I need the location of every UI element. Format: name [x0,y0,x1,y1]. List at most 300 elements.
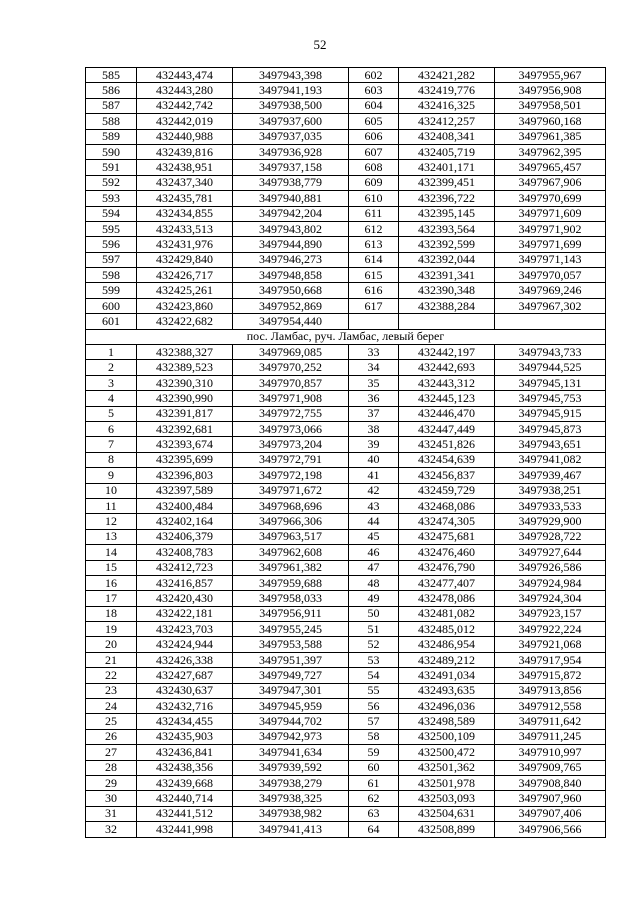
point-number-cell: 43 [349,498,399,513]
y-coordinate-cell: 3497959,688 [233,575,349,590]
point-number-cell: 52 [349,637,399,652]
y-coordinate-cell: 3497923,157 [495,606,606,621]
x-coordinate-cell: 432474,305 [399,514,495,529]
point-number-cell: 2 [86,360,137,375]
point-number-cell: 42 [349,483,399,498]
y-coordinate-cell: 3497945,753 [495,391,606,406]
y-coordinate-cell: 3497965,457 [495,160,606,175]
y-coordinate-cell: 3497967,302 [495,298,606,313]
point-number-cell: 31 [86,806,137,821]
x-coordinate-cell: 432501,362 [399,760,495,775]
point-number-cell: 13 [86,529,137,544]
x-coordinate-cell: 432503,093 [399,791,495,806]
point-number-cell: 7 [86,437,137,452]
y-coordinate-cell: 3497945,959 [233,699,349,714]
y-coordinate-cell: 3497972,755 [233,406,349,421]
table-row [86,283,606,298]
y-coordinate-cell: 3497939,467 [495,468,606,483]
point-number-cell: 36 [349,391,399,406]
x-coordinate-cell: 432459,729 [399,483,495,498]
point-number-cell: 45 [349,529,399,544]
table-row [86,314,606,329]
point-number-cell: 60 [349,760,399,775]
table-row [86,144,606,159]
x-coordinate-cell: 432441,998 [137,822,233,837]
x-coordinate-cell: 432401,171 [399,160,495,175]
table-row [86,360,606,375]
y-coordinate-cell: 3497944,702 [233,714,349,729]
table-row [86,791,606,806]
y-coordinate-cell: 3497921,068 [495,637,606,652]
x-coordinate-cell: 432496,036 [399,699,495,714]
point-number-cell: 34 [349,360,399,375]
x-coordinate-cell: 432477,407 [399,575,495,590]
point-number-cell: 1 [86,345,137,360]
x-coordinate-cell: 432481,082 [399,606,495,621]
x-coordinate-cell: 432430,637 [137,683,233,698]
table-row [86,406,606,421]
x-coordinate-cell: 432432,716 [137,699,233,714]
point-number-cell: 54 [349,668,399,683]
x-coordinate-cell: 432454,639 [399,452,495,467]
y-coordinate-cell: 3497912,558 [495,699,606,714]
point-number-cell: 18 [86,606,137,621]
x-coordinate-cell: 432423,703 [137,622,233,637]
point-number-cell: 3 [86,375,137,390]
x-coordinate-cell: 432390,348 [399,283,495,298]
point-number-cell: 606 [349,129,399,144]
y-coordinate-cell: 3497927,644 [495,545,606,560]
point-number-cell: 40 [349,452,399,467]
y-coordinate-cell: 3497971,609 [495,206,606,221]
coordinates-table-body [86,68,606,838]
x-coordinate-cell: 432435,903 [137,729,233,744]
point-number-cell: 9 [86,468,137,483]
y-coordinate-cell: 3497944,890 [233,237,349,252]
point-number-cell: 12 [86,514,137,529]
x-coordinate-cell: 432493,635 [399,683,495,698]
point-number-cell: 603 [349,83,399,98]
table-row [86,760,606,775]
point-number-cell: 604 [349,98,399,113]
y-coordinate-cell: 3497938,500 [233,98,349,113]
point-number-cell: 590 [86,144,137,159]
y-coordinate-cell: 3497936,928 [233,144,349,159]
point-number-cell: 61 [349,775,399,790]
point-number-cell: 17 [86,591,137,606]
y-coordinate-cell: 3497948,858 [233,268,349,283]
point-number-cell: 609 [349,175,399,190]
y-coordinate-cell: 3497955,967 [495,68,606,83]
table-row [86,575,606,590]
table-row [86,68,606,83]
table-row [86,345,606,360]
point-number-cell: 591 [86,160,137,175]
table-row [86,822,606,837]
x-coordinate-cell: 432395,145 [399,206,495,221]
table-row [86,421,606,436]
point-number-cell: 594 [86,206,137,221]
x-coordinate-cell: 432456,837 [399,468,495,483]
y-coordinate-cell: 3497969,085 [233,345,349,360]
point-number-cell: 596 [86,237,137,252]
x-coordinate-cell: 432443,312 [399,375,495,390]
y-coordinate-cell: 3497943,651 [495,437,606,452]
point-number-cell: 595 [86,221,137,236]
x-coordinate-cell: 432446,470 [399,406,495,421]
y-coordinate-cell: 3497973,204 [233,437,349,452]
table-row [86,745,606,760]
y-coordinate-cell: 3497937,600 [233,114,349,129]
y-coordinate-cell: 3497933,533 [495,498,606,513]
table-row [86,668,606,683]
x-coordinate-cell: 432434,855 [137,206,233,221]
y-coordinate-cell: 3497938,779 [233,175,349,190]
x-coordinate-cell: 432447,449 [399,421,495,436]
x-coordinate-cell: 432438,951 [137,160,233,175]
table-row [86,268,606,283]
point-number-cell: 47 [349,560,399,575]
x-coordinate-cell: 432391,817 [137,406,233,421]
x-coordinate-cell: 432419,776 [399,83,495,98]
y-coordinate-cell: 3497950,668 [233,283,349,298]
x-coordinate-cell: 432390,310 [137,375,233,390]
x-coordinate-cell: 432442,742 [137,98,233,113]
section-title: пос. Ламбас, руч. Ламбас, левый берег [86,329,606,344]
x-coordinate-cell: 432424,944 [137,637,233,652]
table-row [86,114,606,129]
y-coordinate-cell: 3497972,198 [233,468,349,483]
y-coordinate-cell: 3497961,382 [233,560,349,575]
x-coordinate-cell: 432395,699 [137,452,233,467]
y-coordinate-cell: 3497945,873 [495,421,606,436]
point-number-cell: 586 [86,83,137,98]
y-coordinate-cell: 3497937,035 [233,129,349,144]
table-row [86,483,606,498]
y-coordinate-cell: 3497928,722 [495,529,606,544]
x-coordinate-cell: 432402,164 [137,514,233,529]
x-coordinate-cell: 432429,840 [137,252,233,267]
table-row [86,729,606,744]
point-number-cell: 22 [86,668,137,683]
x-coordinate-cell: 432412,257 [399,114,495,129]
point-number-cell: 588 [86,114,137,129]
x-coordinate-cell: 432442,693 [399,360,495,375]
x-coordinate-cell: 432416,857 [137,575,233,590]
y-coordinate-cell: 3497954,440 [233,314,349,329]
point-number-cell: 49 [349,591,399,606]
point-number-cell: 19 [86,622,137,637]
y-coordinate-cell: 3497963,517 [233,529,349,544]
point-number-cell: 39 [349,437,399,452]
table-row [86,699,606,714]
x-coordinate-cell: 432423,860 [137,298,233,313]
y-coordinate-cell: 3497968,696 [233,498,349,513]
table-row [86,775,606,790]
table-row [86,452,606,467]
y-coordinate-cell: 3497937,158 [233,160,349,175]
y-coordinate-cell: 3497946,273 [233,252,349,267]
x-coordinate-cell: 432441,512 [137,806,233,821]
table-row [86,298,606,313]
point-number-cell: 28 [86,760,137,775]
x-coordinate-cell: 432393,564 [399,221,495,236]
section-row [86,329,606,344]
table-row [86,391,606,406]
x-coordinate-cell: 432478,086 [399,591,495,606]
x-coordinate-cell: 432491,034 [399,668,495,683]
y-coordinate-cell: 3497947,301 [233,683,349,698]
point-number-cell: 32 [86,822,137,837]
y-coordinate-cell: 3497939,592 [233,760,349,775]
y-coordinate-cell: 3497958,033 [233,591,349,606]
x-coordinate-cell: 432468,086 [399,498,495,513]
point-number-cell: 599 [86,283,137,298]
table-row [86,206,606,221]
y-coordinate-cell: 3497971,908 [233,391,349,406]
table-row [86,191,606,206]
y-coordinate-cell: 3497909,765 [495,760,606,775]
point-number-cell: 608 [349,160,399,175]
x-coordinate-cell: 432416,325 [399,98,495,113]
x-coordinate-cell: 432440,714 [137,791,233,806]
point-number-cell [349,314,399,329]
y-coordinate-cell: 3497945,915 [495,406,606,421]
x-coordinate-cell: 432475,681 [399,529,495,544]
x-coordinate-cell: 432508,899 [399,822,495,837]
y-coordinate-cell: 3497971,699 [495,237,606,252]
point-number-cell: 593 [86,191,137,206]
x-coordinate-cell: 432392,044 [399,252,495,267]
y-coordinate-cell: 3497943,802 [233,221,349,236]
y-coordinate-cell: 3497943,398 [233,68,349,83]
page-number: 52 [313,37,327,52]
x-coordinate-cell: 432396,803 [137,468,233,483]
point-number-cell: 6 [86,421,137,436]
table-row [86,622,606,637]
table-row [86,437,606,452]
y-coordinate-cell: 3497942,204 [233,206,349,221]
x-coordinate-cell: 432440,988 [137,129,233,144]
table-row [86,606,606,621]
point-number-cell: 11 [86,498,137,513]
y-coordinate-cell: 3497972,791 [233,452,349,467]
x-coordinate-cell: 432420,430 [137,591,233,606]
x-coordinate-cell: 432389,523 [137,360,233,375]
y-coordinate-cell: 3497971,143 [495,252,606,267]
y-coordinate-cell: 3497956,908 [495,83,606,98]
point-number-cell: 617 [349,298,399,313]
point-number-cell: 57 [349,714,399,729]
table-row [86,591,606,606]
x-coordinate-cell: 432390,990 [137,391,233,406]
table-row [86,545,606,560]
y-coordinate-cell: 3497971,902 [495,221,606,236]
y-coordinate-cell: 3497970,857 [233,375,349,390]
y-coordinate-cell: 3497922,224 [495,622,606,637]
point-number-cell: 30 [86,791,137,806]
point-number-cell: 610 [349,191,399,206]
table-row [86,514,606,529]
x-coordinate-cell: 432500,472 [399,745,495,760]
point-number-cell: 15 [86,560,137,575]
y-coordinate-cell: 3497945,131 [495,375,606,390]
y-coordinate-cell: 3497924,304 [495,591,606,606]
x-coordinate-cell: 432451,826 [399,437,495,452]
point-number-cell: 605 [349,114,399,129]
y-coordinate-cell: 3497915,872 [495,668,606,683]
table-row [86,221,606,236]
y-coordinate-cell: 3497970,057 [495,268,606,283]
y-coordinate-cell: 3497911,642 [495,714,606,729]
table-row [86,237,606,252]
y-coordinate-cell: 3497940,881 [233,191,349,206]
x-coordinate-cell: 432438,356 [137,760,233,775]
table-row [86,175,606,190]
point-number-cell: 598 [86,268,137,283]
point-number-cell: 607 [349,144,399,159]
table-row [86,806,606,821]
x-coordinate-cell: 432445,123 [399,391,495,406]
point-number-cell: 26 [86,729,137,744]
point-number-cell: 615 [349,268,399,283]
y-coordinate-cell: 3497938,982 [233,806,349,821]
point-number-cell: 24 [86,699,137,714]
x-coordinate-cell: 432443,280 [137,83,233,98]
y-coordinate-cell: 3497970,252 [233,360,349,375]
point-number-cell: 64 [349,822,399,837]
table-row [86,252,606,267]
y-coordinate-cell: 3497962,395 [495,144,606,159]
x-coordinate-cell: 432476,460 [399,545,495,560]
y-coordinate-cell: 3497941,082 [495,452,606,467]
x-coordinate-cell: 432439,816 [137,144,233,159]
y-coordinate-cell: 3497944,525 [495,360,606,375]
y-coordinate-cell: 3497941,193 [233,83,349,98]
point-number-cell: 27 [86,745,137,760]
point-number-cell: 613 [349,237,399,252]
x-coordinate-cell: 432391,341 [399,268,495,283]
x-coordinate-cell: 432400,484 [137,498,233,513]
y-coordinate-cell: 3497956,911 [233,606,349,621]
x-coordinate-cell: 432399,451 [399,175,495,190]
y-coordinate-cell: 3497907,960 [495,791,606,806]
point-number-cell: 601 [86,314,137,329]
y-coordinate-cell: 3497967,906 [495,175,606,190]
x-coordinate-cell: 432504,631 [399,806,495,821]
x-coordinate-cell: 432486,954 [399,637,495,652]
point-number-cell: 5 [86,406,137,421]
point-number-cell: 37 [349,406,399,421]
point-number-cell: 600 [86,298,137,313]
x-coordinate-cell: 432443,474 [137,68,233,83]
point-number-cell: 46 [349,545,399,560]
point-number-cell: 585 [86,68,137,83]
point-number-cell: 20 [86,637,137,652]
x-coordinate-cell: 432501,978 [399,775,495,790]
point-number-cell: 602 [349,68,399,83]
y-coordinate-cell: 3497961,385 [495,129,606,144]
point-number-cell: 16 [86,575,137,590]
y-coordinate-cell: 3497938,325 [233,791,349,806]
point-number-cell: 33 [349,345,399,360]
y-coordinate-cell: 3497970,699 [495,191,606,206]
point-number-cell: 51 [349,622,399,637]
y-coordinate-cell: 3497917,954 [495,652,606,667]
y-coordinate-cell: 3497949,727 [233,668,349,683]
point-number-cell: 612 [349,221,399,236]
x-coordinate-cell: 432408,341 [399,129,495,144]
y-coordinate-cell: 3497908,840 [495,775,606,790]
table-row [86,683,606,698]
x-coordinate-cell: 432406,379 [137,529,233,544]
x-coordinate-cell [399,314,495,329]
point-number-cell: 62 [349,791,399,806]
y-coordinate-cell: 3497907,406 [495,806,606,821]
x-coordinate-cell: 432500,109 [399,729,495,744]
point-number-cell: 14 [86,545,137,560]
x-coordinate-cell: 432436,841 [137,745,233,760]
y-coordinate-cell: 3497942,973 [233,729,349,744]
table-row [86,652,606,667]
x-coordinate-cell: 432426,717 [137,268,233,283]
y-coordinate-cell: 3497906,566 [495,822,606,837]
y-coordinate-cell: 3497941,413 [233,822,349,837]
x-coordinate-cell: 432427,687 [137,668,233,683]
point-number-cell: 53 [349,652,399,667]
point-number-cell: 44 [349,514,399,529]
x-coordinate-cell: 432422,682 [137,314,233,329]
y-coordinate-cell: 3497929,900 [495,514,606,529]
table-row [86,637,606,652]
point-number-cell: 616 [349,283,399,298]
point-number-cell: 50 [349,606,399,621]
point-number-cell: 59 [349,745,399,760]
x-coordinate-cell: 432392,599 [399,237,495,252]
coordinates-table [85,67,606,838]
x-coordinate-cell: 432393,674 [137,437,233,452]
y-coordinate-cell: 3497913,856 [495,683,606,698]
x-coordinate-cell: 432408,783 [137,545,233,560]
x-coordinate-cell: 432397,589 [137,483,233,498]
point-number-cell: 23 [86,683,137,698]
x-coordinate-cell: 432396,722 [399,191,495,206]
table-row [86,83,606,98]
y-coordinate-cell: 3497924,984 [495,575,606,590]
point-number-cell: 8 [86,452,137,467]
x-coordinate-cell: 432489,212 [399,652,495,667]
point-number-cell: 592 [86,175,137,190]
y-coordinate-cell: 3497971,672 [233,483,349,498]
point-number-cell: 611 [349,206,399,221]
y-coordinate-cell: 3497951,397 [233,652,349,667]
point-number-cell: 597 [86,252,137,267]
point-number-cell: 614 [349,252,399,267]
point-number-cell: 29 [86,775,137,790]
table-row [86,468,606,483]
x-coordinate-cell: 432476,790 [399,560,495,575]
y-coordinate-cell [495,314,606,329]
point-number-cell: 41 [349,468,399,483]
x-coordinate-cell: 432442,019 [137,114,233,129]
table-row [86,529,606,544]
x-coordinate-cell: 432392,681 [137,421,233,436]
x-coordinate-cell: 432425,261 [137,283,233,298]
point-number-cell: 589 [86,129,137,144]
x-coordinate-cell: 432388,284 [399,298,495,313]
point-number-cell: 35 [349,375,399,390]
table-row [86,160,606,175]
